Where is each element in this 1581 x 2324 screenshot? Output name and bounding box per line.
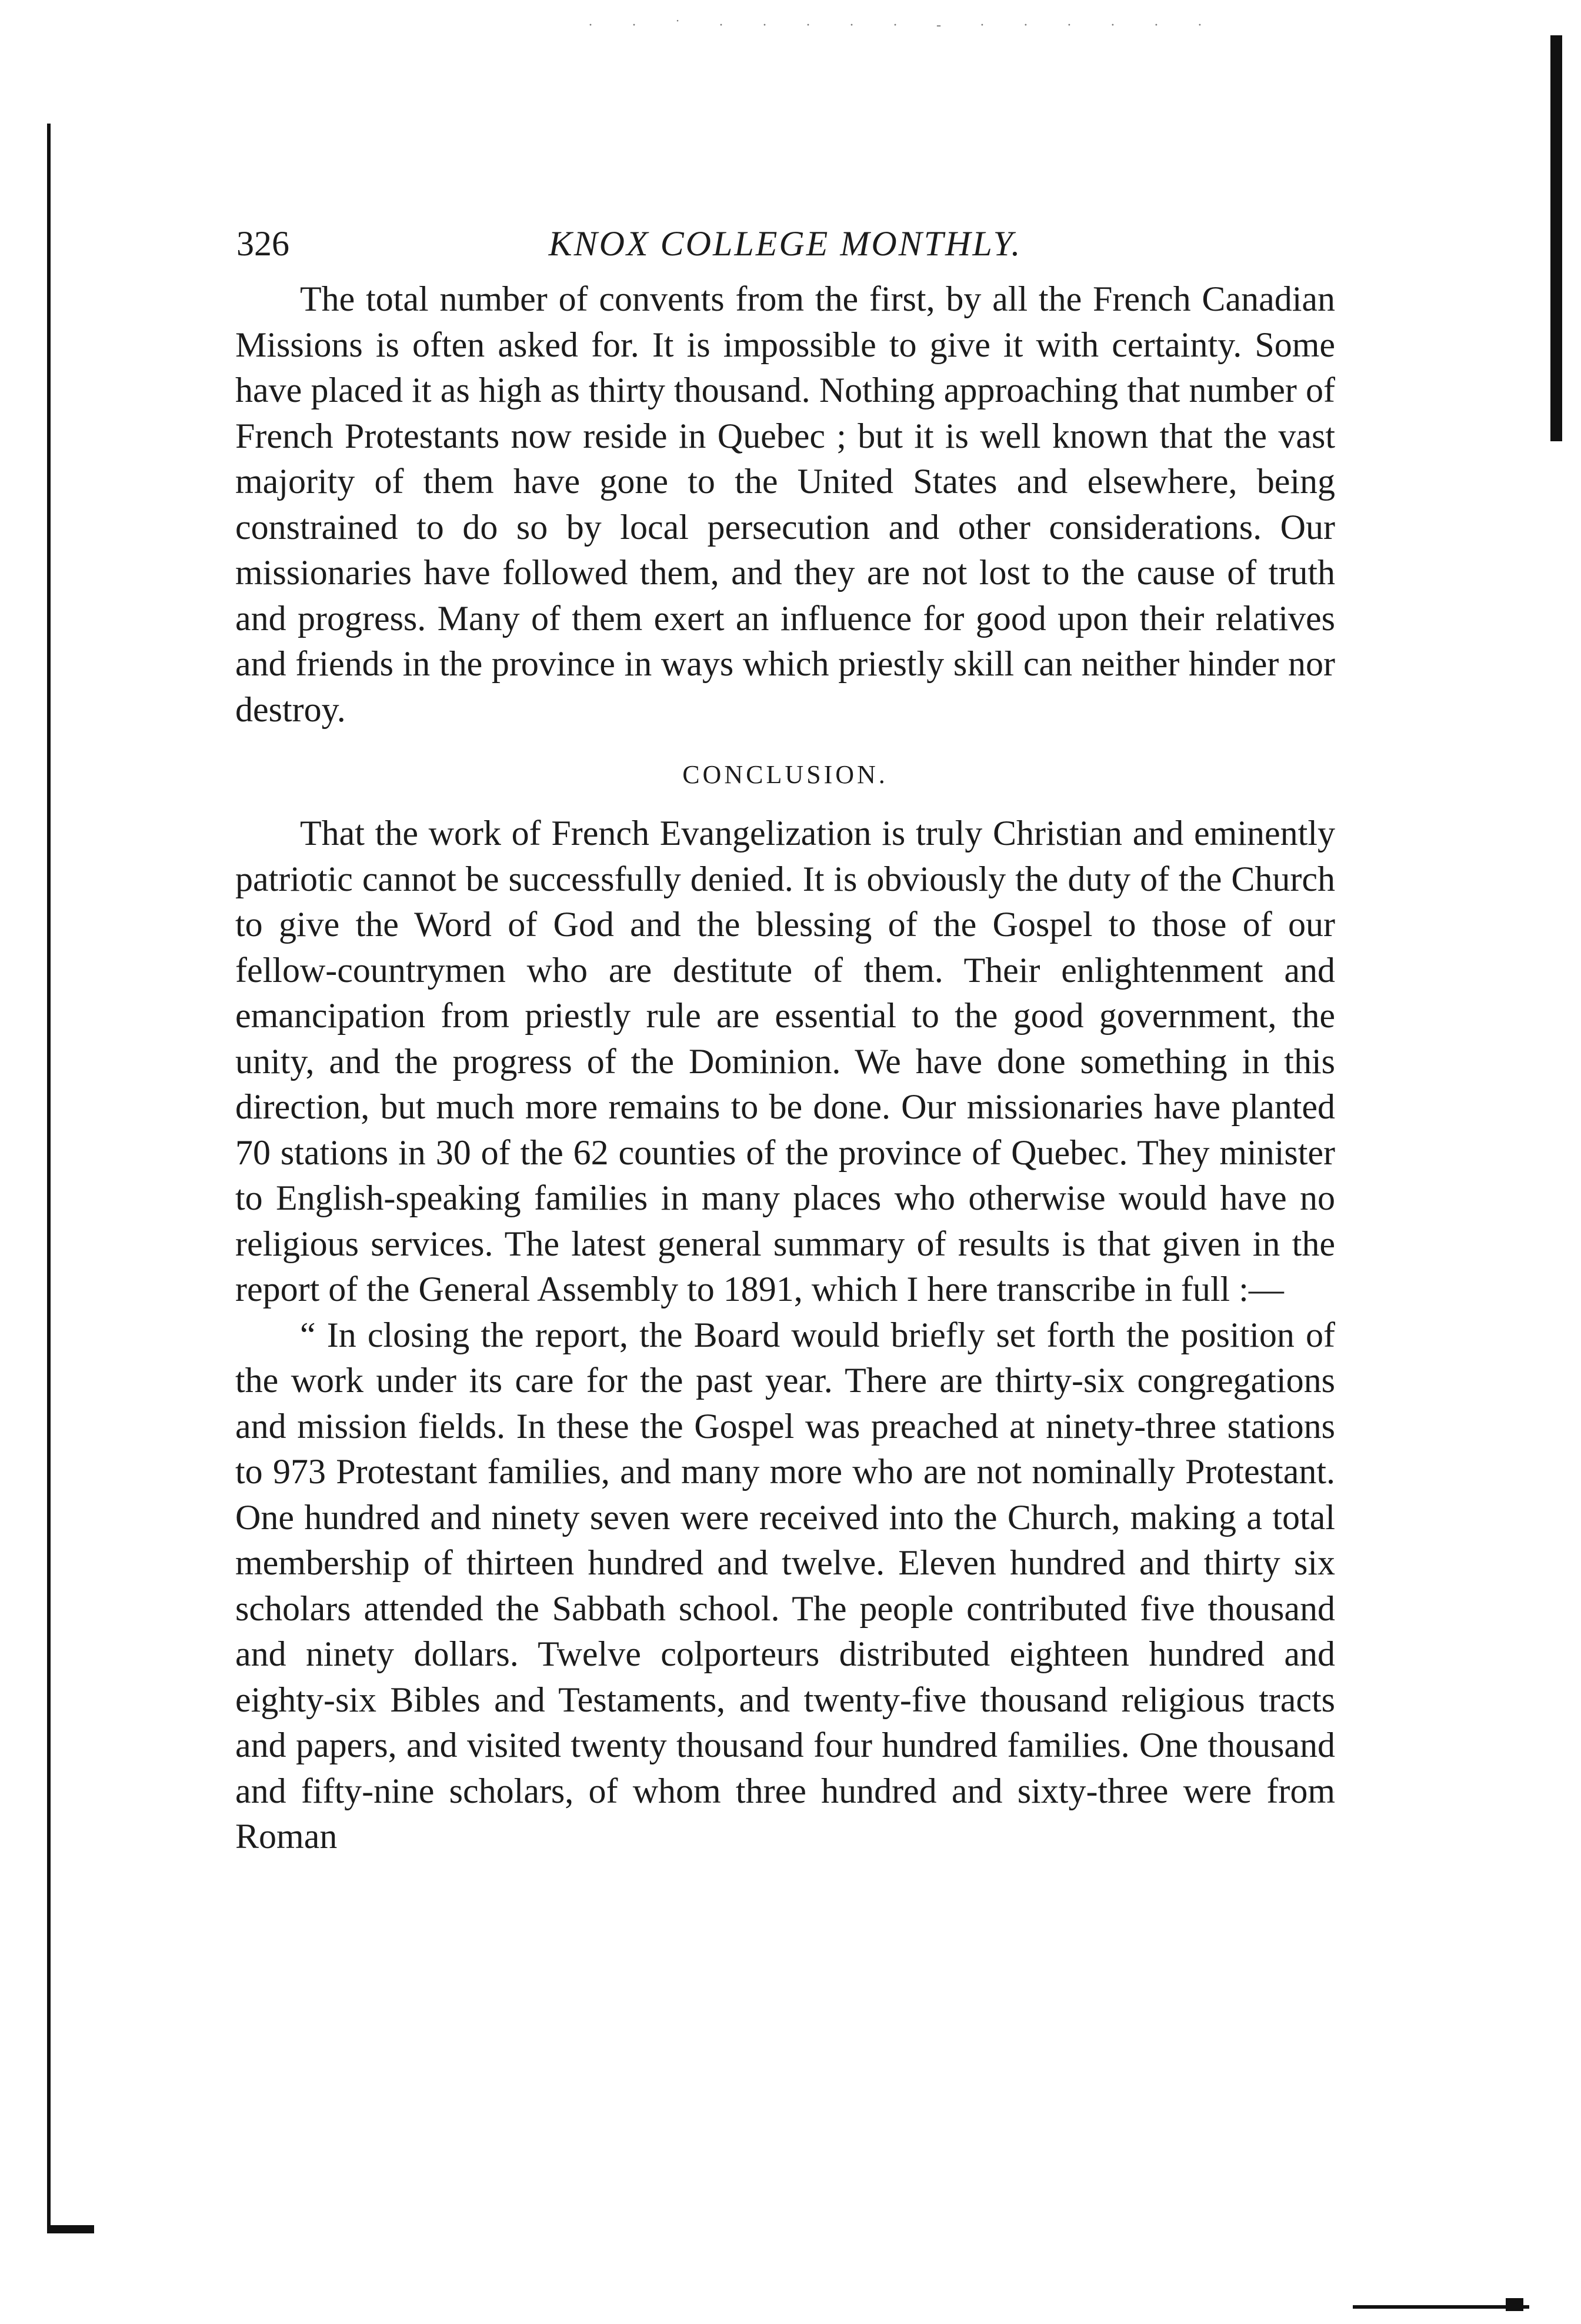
section-heading: CONCLUSION. xyxy=(682,760,888,789)
scan-bottom-right-rule xyxy=(1353,2305,1529,2309)
scan-right-edge-rule xyxy=(1550,35,1562,441)
body-paragraph-2: That the work of French Evangelization is truly Christian and eminently patriotic cannot be successfully denied. It is obviously the duty of the Church to give the Word of God and the blessing of the Gospel to those of our fellow-countrymen who are destitute of them. Their enlightenment and emancipation from priestly rule are essential to the good government, the unity, and the progress of the Dominion. We have done something in this direction, but much more remains to be done. Our missionaries have planted 70 stations in 30 of the 62 counties of the province of Quebec. They minister to English-speaking families in many places who otherwise would have no religious services. The latest general summary of results is that given in the report of the General Assembly to 1891, which I here transcribe in full :— xyxy=(235,814,1335,1309)
page-number: 326 xyxy=(236,224,289,263)
body-paragraph-3: “ In closing the report, the Board would briefly set forth the position of the work under its care for the past year. There are thirty-six congregations and mission fields. In these the Gospel was preached at ninety-three stations to 973 Protestant families, and many more who are not nominally Protestant. One hundred and ninety seven were received into the Church, making a total membership of thirteen hundred and twelve. Eleven hundred and thirty six scholars attended the Sabbath school. The people contributed five thousand and ninety dollars. Twelve colporteurs distributed eighteen hundred and eighty-six Bibles and Testaments, and twenty-five thousand religious tracts and papers, and visited twenty thousand four hundred families. One thousand and fifty-nine scholars, of whom three hundred and sixty-three were from Roman xyxy=(235,1315,1335,1856)
page-header xyxy=(235,224,1335,277)
scan-left-edge-rule xyxy=(47,124,51,2230)
scan-top-speckle: · · ˙ · · · · · - · · · · · · xyxy=(588,18,1220,33)
scan-bottom-right-block xyxy=(1506,2298,1523,2311)
book-page xyxy=(235,224,1335,1860)
scan-left-corner-mark xyxy=(47,2225,94,2233)
body-paragraph-1: The total number of convents from the first, by all the French Canadian Missions is often asked for. It is impossible to give it with certainty. Some have placed it as high as thirty thousand. Nothing approaching that number of French Protestants now reside in Quebec ; but it is well known that the vast majority of them have gone to the United States and elsewhere, being constrained to do so by local persecution and other considerations. Our missionaries have followed them, and they are not lost to the cause of truth and progress. Many of them exert an influence for good upon their relatives and friends in the province in ways which priestly skill can neither hinder nor destroy. xyxy=(235,279,1335,729)
running-title: KNOX COLLEGE MONTHLY. xyxy=(548,224,1022,263)
